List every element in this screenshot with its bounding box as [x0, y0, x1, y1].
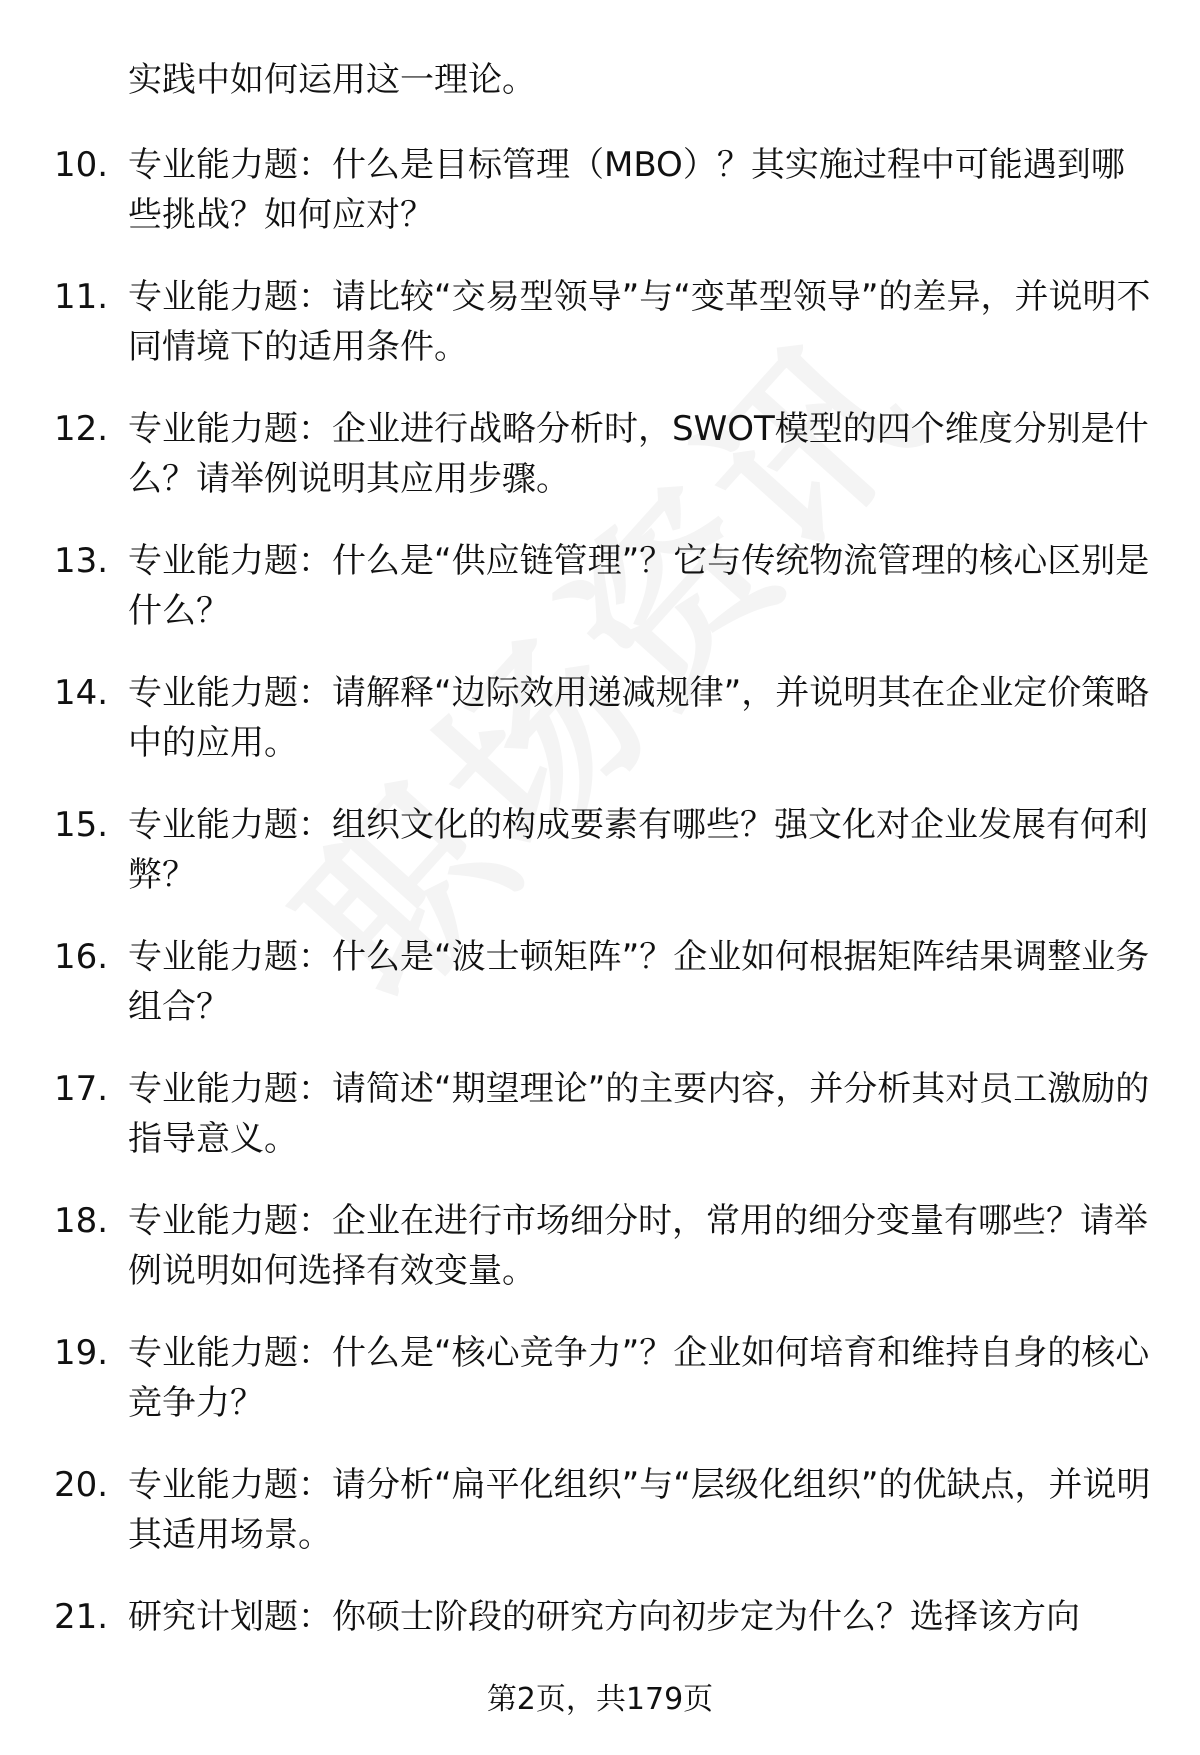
question-item [0, 668, 1200, 800]
question-text: 专业能力题：什么是“波士顿矩阵”？企业如何根据矩阵结果调整业务组合？ [128, 937, 1150, 1027]
question-item [0, 1460, 1200, 1592]
question-number: 21. [54, 1597, 109, 1637]
question-text: 研究计划题：你硕士阶段的研究方向初步定为什么？选择该方向 [128, 1597, 1080, 1637]
question-item [0, 272, 1200, 404]
question-number: 17. [54, 1069, 109, 1109]
question-number: 18. [54, 1201, 109, 1241]
question-list [0, 140, 1200, 1724]
question-number: 13. [54, 541, 109, 581]
question-item [0, 1196, 1200, 1328]
question-number: 16. [54, 937, 109, 977]
question-text: 专业能力题：企业在进行市场细分时，常用的细分变量有哪些？请举例说明如何选择有效变量。 [128, 1201, 1148, 1291]
question-item [0, 1064, 1200, 1196]
question-number: 15. [54, 805, 109, 845]
question-number: 19. [54, 1333, 109, 1373]
question-item [0, 536, 1200, 668]
question-text: 专业能力题：请解释“边际效用递减规律”，并说明其在企业定价策略中的应用。 [128, 673, 1150, 763]
question-text: 专业能力题：请分析“扁平化组织”与“层级化组织”的优缺点，并说明其适用场景。 [128, 1465, 1151, 1555]
question-number: 11. [54, 277, 109, 317]
page-footer: 第2页，共179页 [486, 1682, 714, 1717]
question-item [0, 800, 1200, 932]
question-item [0, 404, 1200, 536]
question-text: 专业能力题：什么是“核心竞争力”？企业如何培育和维持自身的核心竞争力？ [128, 1333, 1150, 1423]
question-text: 专业能力题：什么是目标管理（MBO）？其实施过程中可能遇到哪些挑战？如何应对？ [128, 145, 1125, 235]
question-text: 专业能力题：什么是“供应链管理”？它与传统物流管理的核心区别是什么？ [128, 541, 1150, 631]
question-number: 12. [54, 409, 109, 449]
question-item [0, 140, 1200, 272]
question-number: 20. [54, 1465, 109, 1505]
question-number: 10. [54, 145, 109, 185]
question-text: 专业能力题：请简述“期望理论”的主要内容，并分析其对员工激励的指导意义。 [128, 1069, 1150, 1159]
question-text: 专业能力题：组织文化的构成要素有哪些？强文化对企业发展有何利弊？ [128, 805, 1148, 895]
question-text: 专业能力题：企业进行战略分析时，SWOT模型的四个维度分别是什么？请举例说明其应用步骤。 [128, 409, 1149, 499]
question-item [0, 932, 1200, 1064]
question-item [0, 1328, 1200, 1460]
question-text: 专业能力题：请比较“交易型领导”与“变革型领导”的差异，并说明不同情境下的适用条件。 [128, 277, 1151, 367]
question-number: 14. [54, 673, 109, 713]
continued-text: 实践中如何运用这一理论。 [128, 60, 536, 100]
